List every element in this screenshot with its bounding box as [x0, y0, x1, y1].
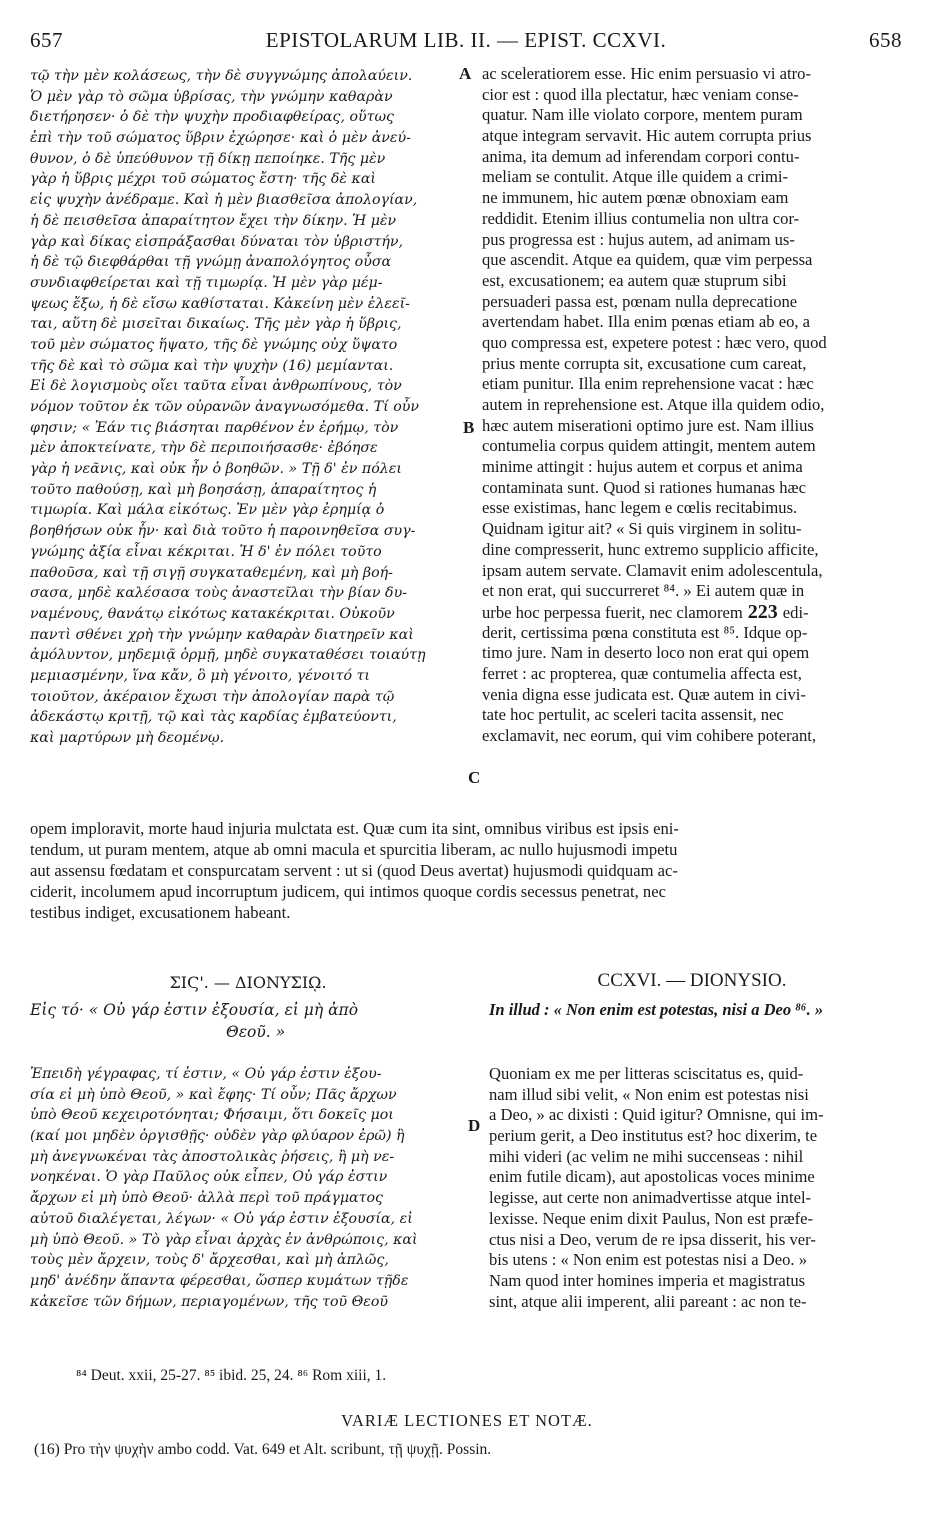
- greek-text-line: ἀδεκάστῳ κριτῇ, τῷ καὶ τὰς καρδίας ἐμβατεύοντι,: [30, 709, 397, 726]
- greek-text-line: τοῦ μὲν σώματος ἥψατο, τῆς δὲ γνώμης οὐχ ὕψατο: [30, 336, 398, 353]
- margin-marker-d: D: [468, 1116, 481, 1135]
- greek-text-line: γὰρ καὶ δίκας εἰσπράξασθαι δύναται τὸν ὑβριστήν,: [30, 233, 403, 250]
- greek-text-line: μὴ ἀνεγνωκέναι τὰς ἀποστολικὰς ῥήσεις, ἢ μὴ νε-: [30, 1148, 395, 1165]
- latin-text-line: sint, atque alii imperent, alii pareant : ac non te-: [489, 1291, 807, 1311]
- greek-text-line: εἰς ψυχὴν ἀνέδραμε. Καὶ ἡ μὲν βιασθεῖσα ἀπολογίαν,: [30, 192, 418, 209]
- latin-text-line: timo jure. Nam in deserto loco non erat qui opem: [482, 643, 810, 663]
- latin-text-line: mihi videri (ac velim ne mihi succenseas : nihil: [489, 1146, 804, 1166]
- greek-column-bottom: [30, 1064, 466, 1312]
- latin-text-line: ctus nisi a Deo, verum de re ipsa disserit, his ver-: [489, 1229, 816, 1249]
- greek-subtitle-line-2: Θεοῦ. »: [226, 1023, 286, 1041]
- latin-text-line: tate hoc pertulit, ac sceleri tacita assensit, nec: [482, 705, 784, 725]
- latin-text-line: hæc autem miserationi optimo jure est. Nam illius: [482, 415, 814, 435]
- greek-text-line: βοηθήσων οὐκ ἦν· καὶ διὰ τοῦτο ἡ παροινηθεῖσα συγ-: [30, 523, 416, 540]
- greek-text-line: τῆς δὲ καὶ τὸ σῶμα καὶ τὴν ψυχὴν (16) μεμίανται.: [30, 357, 394, 374]
- column-number-tail: edi-: [782, 602, 809, 622]
- greek-text-line: ναμένους, θανάτῳ εἰκότως κατακέκριται. Οὐκοῦν: [30, 605, 395, 622]
- greek-text-line: μεμιασμένην, ἵνα κἄν, ὃ μὴ γένοιτο, γένοιτό τι: [30, 667, 370, 684]
- latin-text-line: venia digna esse judicata est. Quæ autem in civi-: [482, 684, 806, 704]
- greek-text-line: θυνον, ὁ δὲ ὑπεύθυνον τῇ δίκῃ πεποίηκε. Τῆς μὲν: [30, 150, 386, 167]
- greek-text-line: ἐπὶ τὴν τοῦ σώματος ὕβριν ἐχώρησε· καὶ ὁ μὲν ἀνεύ-: [30, 130, 411, 147]
- greek-text-line: τιμωρία. Καὶ μάλα εἰκότως. Ἐν μὲν γὰρ ἐρημίᾳ ὁ: [30, 502, 385, 519]
- latin-text-line: lexisse. Neque enim dixit Paulus, Non est præfe-: [489, 1208, 813, 1228]
- greek-text-line: γὰρ ἡ νεᾶνις, καὶ οὐκ ἦν ὁ βοηθῶν. » Τῇ δ' ἐν πόλει: [30, 461, 402, 478]
- greek-text-line: αὐτοῦ διαλέγεται, λέγων· « Οὐ γάρ ἐστιν ἐξουσία, εἰ: [30, 1210, 413, 1227]
- latin-text-line: ipsam autem servate. Clamavit enim adolescentula,: [482, 560, 823, 580]
- latin-text-line: pus progressa est : hujus autem, ad animam us-: [482, 229, 795, 249]
- full-width-text-line: ciderit, incolumem apud incorruptum judicem, qui intimos quoque cordis secessus penetrat, nec: [30, 882, 666, 901]
- greek-text-line: κἀκεῖσε τῶν δήμων, περιαγομένων, τῆς τοῦ Θεοῦ: [30, 1293, 389, 1310]
- greek-text-line: νοηκέναι. Ὁ γὰρ Παῦλος οὐκ εἶπεν, Οὐ γάρ ἐστιν: [30, 1169, 388, 1186]
- latin-text-line: perium gerit, a Deo institutus est? hoc dixerim, te: [489, 1126, 818, 1146]
- greek-text-line: τοὺς μὲν ἄρχειν, τοὺς δ' ἄρχεσθαι, καὶ μὴ ἁπλῶς,: [30, 1252, 389, 1269]
- margin-marker-c: C: [468, 768, 481, 787]
- latin-text-line: que ascendit. Atque ea quidem, quæ vim perpessa: [482, 250, 813, 270]
- greek-text-line: μὴ ὑπὸ Θεοῦ. » Τὸ γὰρ εἶναι ἀρχὰς ἐν ἀνθρώποις, καὶ: [30, 1231, 418, 1248]
- latin-text-line: minime attingit : hujus autem et corpus et anima: [482, 457, 803, 477]
- greek-subtitle-line-1: Εἰς τό· « Οὐ γάρ ἐστιν ἐξουσία, εἰ μὴ ἀπὸ: [30, 1001, 359, 1019]
- latin-text-line: ferret : ac propterea, quæ contumelia affecta est,: [482, 663, 802, 683]
- greek-column-top: [30, 66, 466, 749]
- greek-text-line: ται, αὕτη δὲ μισεῖται δικαίως. Τῆς μὲν γὰρ ἡ ὕβρις,: [30, 316, 402, 333]
- latin-text-line: prius mente corrupta sit, excusatione cum careat,: [482, 353, 807, 373]
- latin-text-line: autem in reprehensione est. Atque illa quidem odio,: [482, 395, 825, 414]
- latin-text-line: contaminata sunt. Quod si rationes humanas hæc: [482, 477, 806, 497]
- latin-text-line: quatur. Nam ille violato corpore, mentem puram: [482, 105, 803, 125]
- greek-text-line: γὰρ ἡ ὕβρις μέχρι τοῦ σώματος ἔστη· τῆς δὲ καὶ: [30, 171, 376, 188]
- latin-text-line: derit, certissima pœna constituta est ⁸⁵. Idque op-: [482, 622, 808, 642]
- latin-text-line: et non erat, qui succurreret ⁸⁴. » Ei autem quæ in: [482, 581, 805, 601]
- latin-text-line: a Deo, » ac dixisti : Quid igitur? Omnisne, qui im-: [489, 1105, 824, 1125]
- greek-text-line: μὲν ἀποκτείνατε, τὴν δὲ περιποιήσασθε· ἐβόησε: [30, 440, 378, 457]
- right-column-number: 658: [869, 28, 902, 52]
- full-width-text-line: testibus indiget, excusationem habeant.: [30, 903, 291, 922]
- greek-text-line: ἄρχων εἰ μὴ ὑπὸ Θεοῦ· ἀλλὰ περὶ τοῦ πράγματος: [30, 1190, 383, 1207]
- margin-marker-a: A: [459, 64, 472, 83]
- greek-text-line: γνώμης ἀξία εἶναι κέκριται. Ἡ δ' ἐν πόλει τοῦτο: [30, 543, 382, 560]
- latin-text-line: Nam quod inter homines imperia et magistratus: [489, 1270, 806, 1290]
- greek-text-line: συνδιαφθείρεται καὶ τῇ τιμωρίᾳ. Ἡ μὲν γὰρ μέμ-: [30, 274, 383, 291]
- greek-text-line: Εἰ δὲ λογισμοὺς οἴει ταῦτα εἶναι ἀνθρωπίνους, τὸν: [30, 378, 402, 395]
- latin-text-line: bis utens : « Non enim est potestas nisi a Deo. »: [489, 1250, 808, 1270]
- greek-text-line: νόμον τοῦτον ἐκ τῶν οὐρανῶν ἀναγνωσόμεθα. Τί οὖν: [30, 399, 419, 415]
- greek-text-line: (καί μοι μηδὲν ὀργισθῇς· οὐδὲν γὰρ φλύαρον ἐρῶ) ἢ: [30, 1128, 405, 1145]
- greek-text-line: ψεως ἔξω, ἡ δὲ εἴσω καθίσταται. Κἀκείνη μὲν ἐλεεῖ-: [30, 295, 410, 312]
- greek-text-line: μηδ' ἀνέδην ἅπαντα φέρεσθαι, ὥσπερ κυμάτων τῇδε: [30, 1272, 409, 1289]
- variae-lectiones-note: (16) Pro τὴν ψυχὴν ambo codd. Vat. 649 et Alt. scribunt, τῇ ψυχῇ. Possin.: [34, 1441, 492, 1458]
- greek-text-line: παθοῦσα, καὶ τῇ σιγῇ συγκαταθεμένη, καὶ μὴ βοή-: [30, 564, 393, 581]
- greek-text-line: ἡ δὲ τῷ διεφθάρθαι τῇ γνώμῃ ἀναπολόγητος οὖσα: [30, 254, 392, 271]
- greek-text-line: φησιν; « Ἐάν τις βιάσηται παρθένον ἐν ἐρήμῳ, τὸν: [30, 419, 399, 436]
- greek-text-line: σία εἰ μὴ ὑπὸ Θεοῦ, » καὶ ἔφης· Τί οὖν; Πᾶς ἄρχων: [30, 1086, 397, 1103]
- latin-text-line: persuaderi passa est, pœnam nulla deprecatione: [482, 291, 798, 311]
- latin-text-line: etiam punitur. Illa enim reprehensione vacat : hæc: [482, 374, 814, 394]
- greek-text-line: ἀμόλυντον, μηδεμιᾷ ὁρμῇ, μηδὲ συγκαταθέσει τοιαύτῃ: [30, 647, 426, 664]
- greek-text-line: τῷ τὴν μὲν κολάσεως, τὴν δὲ συγγνώμης ἀπολαύειν.: [30, 68, 413, 84]
- column-number-marker: 223: [742, 600, 783, 623]
- running-title: EPISTOLARUM LIB. II. — EPIST. CCXVI.: [265, 28, 667, 52]
- variae-lectiones-heading: VARIÆ LECTIONES ET NOTÆ.: [341, 1411, 593, 1430]
- greek-text-line: Ἐπειδὴ γέγραφας, τί ἐστιν, « Οὐ γάρ ἐστιν ἐξου-: [30, 1066, 382, 1082]
- margin-marker-b: B: [463, 418, 475, 437]
- full-width-paragraph: [30, 818, 902, 923]
- latin-text-line: ac sceleratiorem esse. Hic enim persuasio vi atro-: [482, 64, 811, 83]
- latin-subtitle: In illud : « Non enim est potestas, nisi a Deo ⁸⁶. »: [489, 1000, 824, 1019]
- greek-text-line: παντὶ σθένει χρὴ τὴν γνώμην καθαρὰν διατηρεῖν καὶ: [30, 626, 414, 643]
- latin-text-line: quo compressa est, expetere potest : hæc vero, quod: [482, 332, 827, 352]
- left-column-number: 657: [30, 28, 63, 52]
- latin-section-title: CCXVI. — DIONYSIO.: [597, 970, 787, 991]
- latin-column-bottom: [489, 1064, 902, 1312]
- greek-text-line: τοῦτο παθούσῃ, καὶ μὴ βοησάσῃ, ἀπαραίτητος ἡ: [30, 481, 377, 498]
- latin-text-line: cior est : quod illa plectatur, hæc veniam conse-: [482, 84, 799, 104]
- latin-column-top: [482, 64, 902, 747]
- greek-text-line: τοιοῦτον, ἀκέραιον ἔχωσι τὴν ἀπολογίαν παρὰ τῷ: [30, 688, 395, 705]
- latin-text-line: legisse, aut certe non animadvertisse atque intel-: [489, 1188, 812, 1208]
- greek-text-line: καὶ μαρτύρων μὴ δεομένῳ.: [30, 730, 225, 746]
- latin-text-line: Quidnam igitur ait? « Si quis virginem in solitu-: [482, 519, 802, 539]
- latin-text-line: ne immunem, hic autem pœnæ obnoxiam eam: [482, 188, 789, 208]
- latin-text-line: urbe hoc perpessa fuerit, nec clamorem 223 edi-: [482, 600, 809, 623]
- latin-text-line: atque integram servavit. Hic autem corrupta prius: [482, 126, 812, 146]
- running-header: [30, 28, 902, 58]
- greek-text-line: ὑπὸ Θεοῦ κεχειροτόνηται; Φήσαιμι, ὅτι δοκεῖς μοι: [30, 1107, 394, 1124]
- greek-text-line: διετήρησεν· ὁ δὲ τὴν ψυχὴν προδιαφθείρας, οὕτως: [30, 109, 394, 126]
- latin-text-line: Quoniam ex me per litteras sciscitatus es, quid-: [489, 1064, 804, 1083]
- full-width-text-line: opem imploravit, morte haud injuria mulctata est. Quæ cum ita sint, omnibus viribus est ipsis eni-: [30, 819, 679, 838]
- latin-text-line: exclamavit, nec eorum, qui vim cohibere poterant,: [482, 726, 817, 745]
- latin-text-line: contumelia corpus quidem attingit, mentem autem: [482, 436, 816, 456]
- greek-text-line: σασα, μηδὲ καλέσασα τοὺς ἀναστεῖλαι τὴν βίαν δυ-: [30, 585, 408, 602]
- latin-text-line: nam illud sibi velit, « Non enim est potestas nisi: [489, 1084, 809, 1104]
- full-width-text-line: tendum, ut puram mentem, atque ab omni macula et spurcitia liberam, ac nullo hujusmodi impetu: [30, 840, 678, 859]
- latin-text-line: dine compresserit, hunc extremo supplicio afficite,: [482, 539, 819, 559]
- footnotes: ⁸⁴ Deut. xxii, 25-27. ⁸⁵ ibid. 25, 24. ⁸⁶ Rom xiii, 1.: [76, 1367, 387, 1384]
- greek-subtitle: [30, 999, 466, 1043]
- latin-text-line: enim futile dicam), aut apostolicas voces minime: [489, 1167, 815, 1187]
- greek-text-line: Ὁ μὲν γὰρ τὸ σῶμα ὑβρίσας, τὴν γνώμην καθαρὰν: [30, 88, 393, 105]
- greek-section-title: ΣΙϚ'. — ΔΙΟΝΥΣΙῼ.: [169, 973, 327, 992]
- latin-text-line: anima, ita demum ad inferendam corpori contu-: [482, 146, 800, 166]
- latin-text-line: reddidit. Etenim illius contumelia non ultra cor-: [482, 208, 800, 228]
- greek-text-line: ἡ δὲ πεισθεῖσα ἀπαραίτητον ἔχει τὴν δίκην. Ἡ μὲν: [30, 212, 397, 229]
- latin-text-line: meliam se contulit. Atque ille quidem a crimi-: [482, 167, 788, 187]
- latin-text-line: est, excusationem; ea autem quæ stuprum sibi: [482, 270, 787, 290]
- latin-text-line: esse existimas, hanc legem e cœlis recitabimus.: [482, 498, 798, 518]
- latin-text-line: avertendam habet. Illa enim pœnas etiam ab eo, a: [482, 312, 811, 332]
- full-width-text-line: aut assensu fœdatam et conspurcatam servent : ut si (quod Deus avertat) hujusmodi quidquam ac-: [30, 861, 678, 880]
